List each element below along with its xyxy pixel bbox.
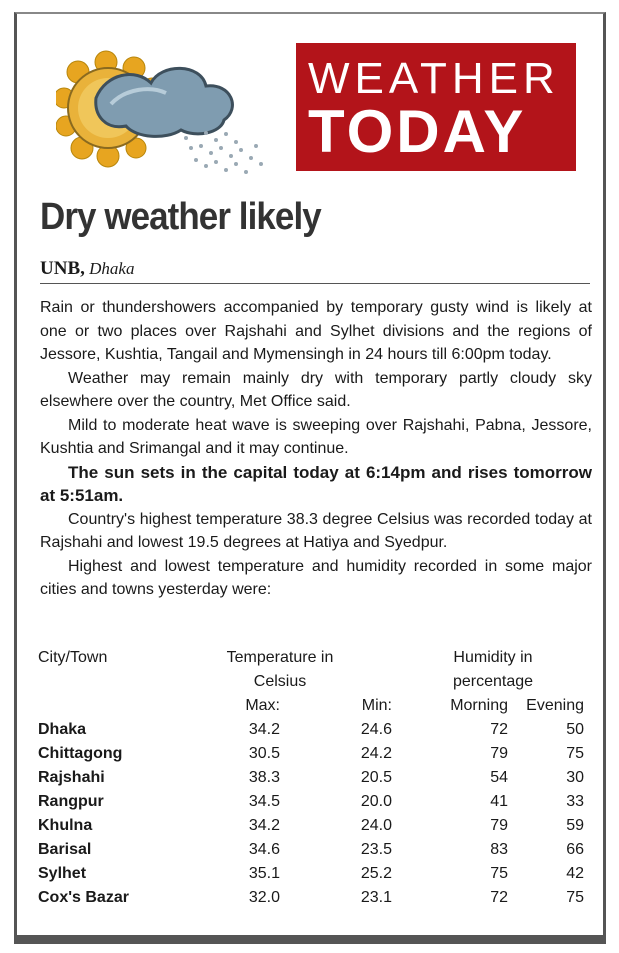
paragraph: Weather may remain mainly dry with temporary partly cloudy sky elsewhere over the country, Met Office said.: [40, 369, 592, 410]
cell-evening: 66: [566, 841, 584, 858]
cell-morning: 79: [490, 745, 508, 762]
cell-morning: 72: [490, 721, 508, 738]
paragraph: Mild to moderate heat wave is sweeping over Rajshahi, Pabna, Jessore, Kushtia and Srimangal and it may continue.: [40, 416, 592, 457]
cell-max: 34.5: [248, 793, 280, 810]
cell-city: Rangpur: [38, 793, 104, 810]
subheader-morning: Morning: [450, 697, 508, 714]
cell-min: 23.1: [360, 889, 392, 906]
cell-evening: 75: [566, 745, 584, 762]
cell-min: 25.2: [360, 865, 392, 882]
cell-evening: 30: [566, 769, 584, 786]
header-temperature: Temperature in Celsius: [226, 649, 334, 690]
paragraph: Rain or thundershowers accompanied by temporary gusty wind is likely at one or two places over Rajshahi and Sylhet divisions and the regions of Jessore, Kushtia, Tangail and Mymensingh in 24 hours till 6:00pm today.: [40, 299, 592, 363]
banner-line-weather: WEATHER: [308, 54, 560, 103]
paragraph: Country's highest temperature 38.3 degree Celsius was recorded today at Rajshahi and lowest 19.5 degrees at Hatiya and Syedpur.: [40, 510, 592, 551]
weather-header: [56, 38, 576, 178]
cell-max: 38.3: [248, 769, 280, 786]
cell-max: 34.2: [248, 817, 280, 834]
byline-source: UNB,: [40, 258, 85, 279]
table-row: [38, 742, 584, 766]
banner-line-today: TODAY: [308, 98, 527, 165]
cell-max: 32.0: [248, 889, 280, 906]
cell-evening: 42: [566, 865, 584, 882]
cell-max: 34.6: [248, 841, 280, 858]
subheader-max: Max:: [245, 697, 280, 714]
byline: [40, 258, 134, 280]
cell-city: Dhaka: [38, 721, 87, 738]
cell-min: 24.0: [360, 817, 392, 834]
table-row: [38, 838, 584, 862]
weather-today-banner: [296, 43, 576, 171]
header-humidity: Humidity in percentage: [452, 649, 534, 690]
cell-city: Chittagong: [38, 745, 123, 762]
cell-max: 34.2: [248, 721, 280, 738]
table-row: [38, 766, 584, 790]
cell-max: 35.1: [248, 865, 280, 882]
header-city: City/Town: [38, 649, 108, 666]
cell-evening: 59: [566, 817, 584, 834]
cell-city: Rajshahi: [38, 769, 105, 786]
bottom-rule: [14, 935, 606, 944]
cell-min: 20.5: [360, 769, 392, 786]
paragraph-sun-times: The sun sets in the capital today at 6:14pm and rises tomorrow at 5:51am.: [40, 462, 592, 505]
headline: Dry weather likely: [40, 196, 321, 238]
cell-morning: 54: [490, 769, 508, 786]
article-body: [40, 296, 592, 602]
temperature-humidity-table: [38, 646, 584, 910]
cell-min: 24.2: [360, 745, 392, 762]
cell-city: Khulna: [38, 817, 93, 834]
cell-morning: 75: [490, 865, 508, 882]
subheader-evening: Evening: [526, 697, 584, 714]
byline-location: Dhaka: [89, 259, 135, 278]
cell-city: Barisal: [38, 841, 92, 858]
cell-evening: 75: [566, 889, 584, 906]
table-row: [38, 718, 584, 742]
cell-morning: 79: [490, 817, 508, 834]
cell-evening: 50: [566, 721, 584, 738]
table-row: [38, 790, 584, 814]
table-subheader-row: [38, 694, 584, 718]
cell-evening: 33: [566, 793, 584, 810]
cell-min: 24.6: [360, 721, 392, 738]
table-row: [38, 814, 584, 838]
cell-morning: 83: [490, 841, 508, 858]
cell-city: Cox's Bazar: [38, 889, 129, 906]
byline-divider: [40, 283, 590, 284]
cell-city: Sylhet: [38, 865, 87, 882]
cell-morning: 72: [490, 889, 508, 906]
cell-morning: 41: [490, 793, 508, 810]
table-header-row: [38, 646, 584, 694]
table-row: [38, 886, 584, 910]
table-row: [38, 862, 584, 886]
cell-min: 20.0: [360, 793, 392, 810]
subheader-min: Min:: [361, 697, 392, 714]
sun-cloud-rain-icon: [56, 38, 296, 178]
cell-min: 23.5: [360, 841, 392, 858]
cell-max: 30.5: [248, 745, 280, 762]
paragraph: Highest and lowest temperature and humidity recorded in some major cities and towns yesterday were:: [40, 557, 592, 598]
